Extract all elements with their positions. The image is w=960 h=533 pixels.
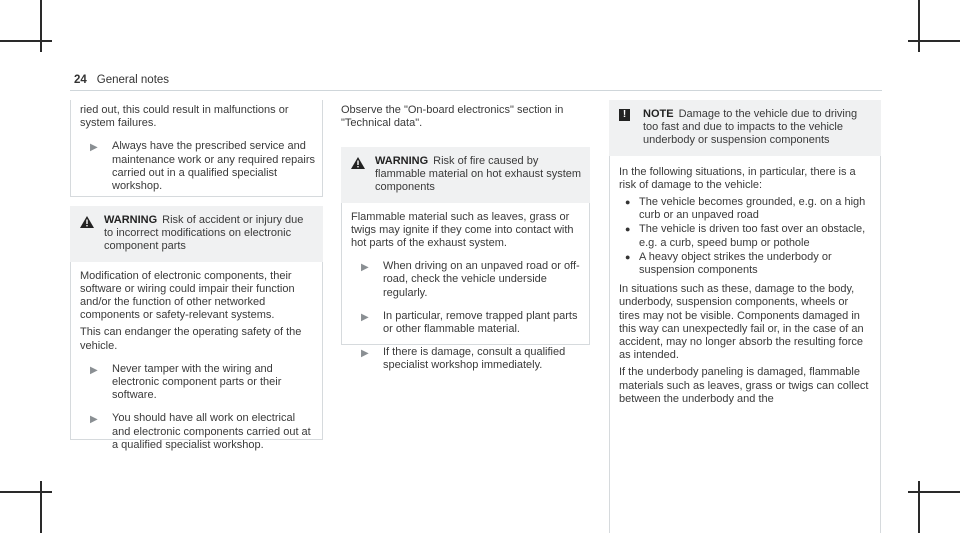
warning-title: WARNING <box>104 214 158 226</box>
triangle-right-icon: ▶ <box>90 142 98 154</box>
list-item <box>619 196 871 222</box>
triangle-right-icon: ▶ <box>90 414 98 426</box>
note-heading <box>609 100 881 156</box>
list-item-text: The vehicle is driven too fast over an obstacle, e.g. a curb, speed bump or pothole <box>639 223 866 249</box>
step-item <box>80 140 316 193</box>
list-item-text: The vehicle becomes grounded, e.g. on a high curb or an unpaved road <box>639 196 866 222</box>
intro-text: Observe the "On-board electronics" section in "Technical data". <box>341 104 564 130</box>
step-text: Always have the prescribed service and maintenance work or any required repairs carried out in a qualified specialist workshop. <box>112 140 315 193</box>
page-number: 24 <box>74 74 87 86</box>
crop-mark-bottom-left-h <box>0 491 52 493</box>
bullet-dot: ● <box>625 224 631 235</box>
warning-fire <box>341 147 590 381</box>
middle-intro <box>341 104 581 134</box>
step-item <box>80 412 313 452</box>
left-continued-content <box>80 104 316 193</box>
warning-heading-text: Risk of accident or injury due to incorrect modifications on electronic component parts <box>104 214 304 253</box>
triangle-right-icon: ▶ <box>361 311 369 323</box>
note-underbody <box>609 100 881 410</box>
triangle-right-icon: ▶ <box>361 262 369 274</box>
step-text: In particular, remove trapped plant parts or other flammable material. <box>383 309 578 336</box>
step-text: Never tamper with the wiring and electronic component parts or their software. <box>112 362 282 402</box>
step-item <box>351 310 580 336</box>
step-item <box>351 346 580 372</box>
crop-mark-top-right-v <box>918 0 920 52</box>
warning-heading <box>70 206 323 262</box>
triangle-right-icon: ▶ <box>90 364 98 376</box>
header-rule <box>70 90 882 91</box>
note-body <box>609 156 881 406</box>
warning-electronics <box>70 206 323 460</box>
section-title: General notes <box>96 74 170 86</box>
warning-body <box>341 203 590 381</box>
note-paragraph: In situations such as these, damage to the body, underbody, suspension components, wheels or tires may not be visible. Components damaged in this way can unexpectedly fail or, in the case of an accident, may no longer absorb the resulting force as intended. <box>619 283 864 362</box>
step-item <box>80 363 313 403</box>
warning-paragraph: Modification of electronic components, their software or wiring could impair their function and/or the function of other networked components or safety-relevant systems. <box>80 269 295 322</box>
note-paragraph: If the underbody paneling is damaged, flammable materials such as leaves, grass or twigs can collect between the underbody and the <box>619 366 869 405</box>
crop-mark-top-left-v <box>40 0 42 52</box>
triangle-right-icon: ▶ <box>361 348 369 360</box>
list-item-text: A heavy object strikes the underbody or suspension components <box>639 250 832 277</box>
warning-body <box>70 262 323 460</box>
continued-text: ried out, this could result in malfunctions or system failures. <box>80 104 289 130</box>
warning-triangle-icon <box>80 214 104 254</box>
warning-paragraph: This can endanger the operating safety of the vehicle. <box>80 326 302 352</box>
warning-heading <box>341 147 590 203</box>
page-header <box>74 74 169 87</box>
step-text: When driving on an unpaved road or off-road, check the vehicle underside regularly. <box>383 260 580 299</box>
step-item <box>351 260 580 300</box>
exclamation-square-icon: ! <box>619 108 643 148</box>
crop-mark-top-left-h <box>0 40 52 42</box>
warning-triangle-icon <box>351 155 375 195</box>
note-title: NOTE <box>643 108 674 120</box>
list-item <box>619 251 871 277</box>
warning-title: WARNING <box>375 155 429 167</box>
warning-paragraph: Flammable material such as leaves, grass or twigs may ignite if they come into contact with hot parts of the exhaust system. <box>351 210 574 250</box>
crop-mark-bottom-right-h <box>908 491 960 493</box>
warning-heading-text: Risk of fire caused by flammable material on hot exhaust system components <box>375 155 582 194</box>
step-text: You should have all work on electrical and electronic components carried out at a qualified specialist workshop. <box>112 412 311 451</box>
bullet-dot: ● <box>625 251 631 262</box>
crop-mark-bottom-right-v <box>918 481 920 533</box>
crop-mark-bottom-left-v <box>40 481 42 533</box>
crop-mark-top-right-h <box>908 40 960 42</box>
note-paragraph: In the following situations, in particular, there is a risk of damage to the vehicle: <box>619 165 856 191</box>
note-heading-text: Damage to the vehicle due to driving too fast and due to impacts to the vehicle underbody or suspension components <box>643 108 858 147</box>
bullet-dot: ● <box>625 197 631 208</box>
list-item <box>619 223 871 249</box>
step-text: If there is damage, consult a qualified specialist workshop immediately. <box>383 346 566 372</box>
